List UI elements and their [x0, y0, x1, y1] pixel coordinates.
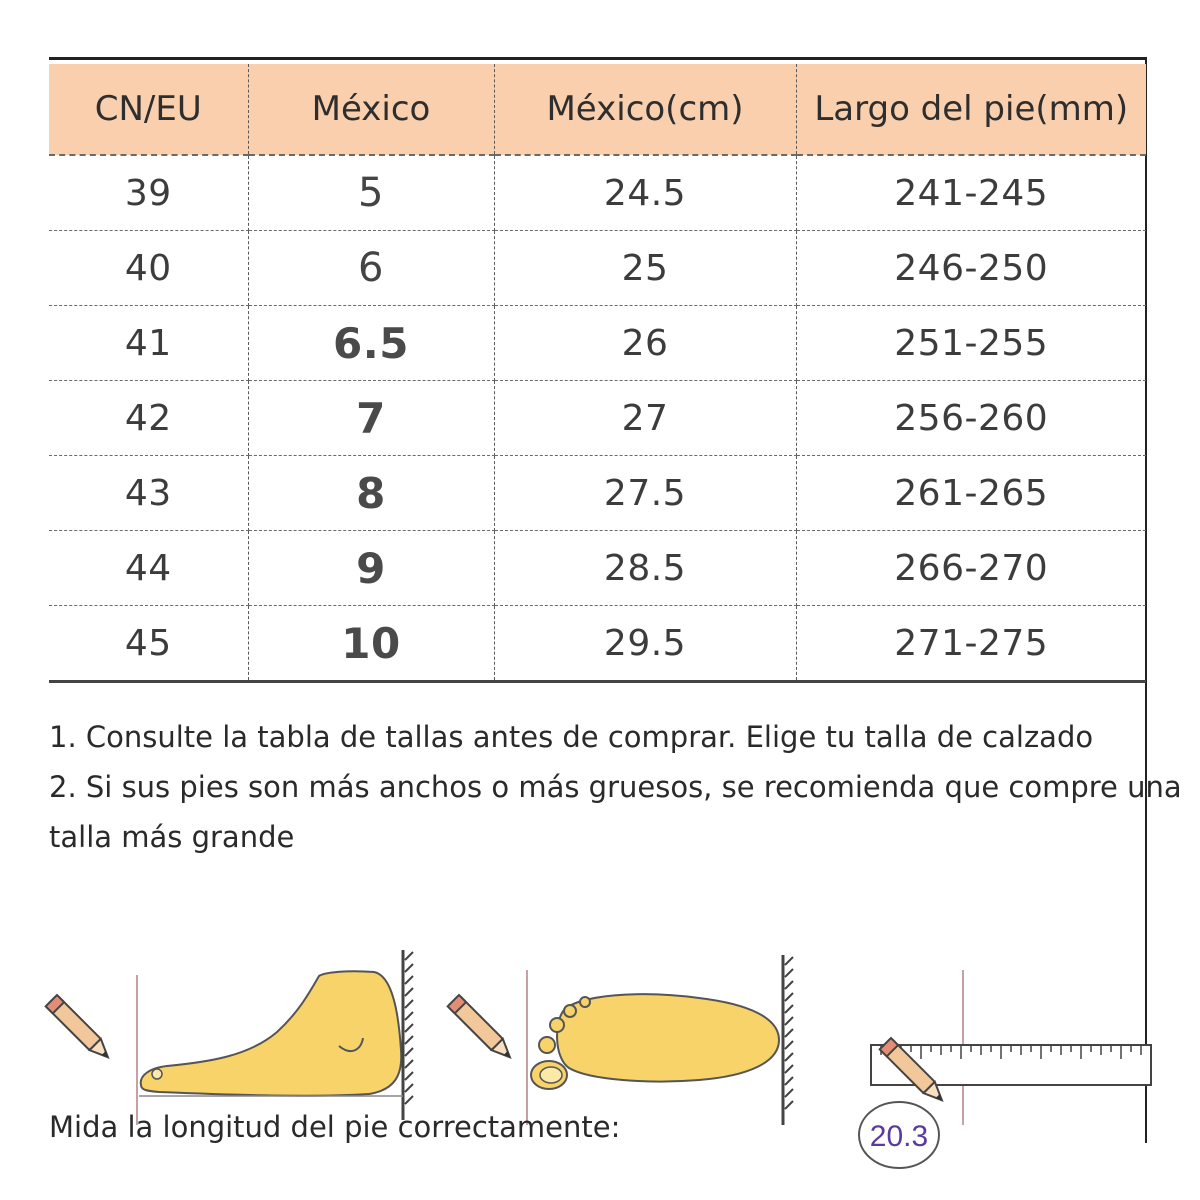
header-cn-eu: CN/EU	[49, 64, 248, 155]
cell-cn-eu: 42	[49, 381, 248, 456]
cell-mexico: 5	[248, 155, 494, 231]
cell-foot-length: 266-270	[796, 531, 1146, 606]
table-header-row	[49, 64, 1146, 155]
table-row	[49, 456, 1146, 531]
cell-mexico: 6.5	[248, 306, 494, 381]
size-chart-frame	[49, 57, 1182, 1153]
cell-mexico-cm: 24.5	[494, 155, 796, 231]
cell-cn-eu: 40	[49, 231, 248, 306]
header-mexico: México	[248, 64, 494, 155]
cell-mexico: 6	[248, 231, 494, 306]
cell-mexico: 7	[248, 381, 494, 456]
note-line-2: 2. Si sus pies son más anchos o más gruesos, se recomienda que compre una	[49, 770, 1182, 804]
cell-cn-eu: 44	[49, 531, 248, 606]
cell-foot-length: 271-275	[796, 606, 1146, 682]
wall-icon	[783, 955, 793, 1125]
pencil-icon	[46, 995, 114, 1063]
ruler-reading: 20.3	[869, 1120, 929, 1153]
cell-foot-length: 251-255	[796, 306, 1146, 381]
table-row	[49, 306, 1146, 381]
cell-mexico-cm: 27	[494, 381, 796, 456]
table-row	[49, 606, 1146, 682]
header-mexico-cm: México(cm)	[494, 64, 796, 155]
cell-mexico-cm: 25	[494, 231, 796, 306]
cell-cn-eu: 41	[49, 306, 248, 381]
table-row	[49, 381, 1146, 456]
cell-mexico: 8	[248, 456, 494, 531]
table-row	[49, 231, 1146, 306]
cell-cn-eu: 43	[49, 456, 248, 531]
cell-mexico-cm: 27.5	[494, 456, 796, 531]
header-foot-length: Largo del pie(mm)	[796, 64, 1146, 155]
foot-side-icon	[141, 971, 402, 1095]
cell-foot-length: 241-245	[796, 155, 1146, 231]
cell-foot-length: 261-265	[796, 456, 1146, 531]
measure-caption: Mida la longitud del pie correctamente:	[49, 1110, 621, 1144]
size-notes	[49, 712, 1182, 862]
cell-mexico-cm: 28.5	[494, 531, 796, 606]
size-table	[49, 64, 1146, 683]
wall-icon	[403, 950, 413, 1120]
note-line-1: 1. Consulte la tabla de tallas antes de comprar. Elige tu talla de calzado	[49, 720, 1094, 754]
pencil-icon	[448, 995, 516, 1063]
cell-mexico: 10	[248, 606, 494, 682]
cell-mexico: 9	[248, 531, 494, 606]
cell-mexico-cm: 26	[494, 306, 796, 381]
table-row	[49, 155, 1146, 231]
cell-foot-length: 246-250	[796, 231, 1146, 306]
foot-top-icon	[531, 994, 779, 1089]
table-row	[49, 531, 1146, 606]
cell-foot-length: 256-260	[796, 381, 1146, 456]
cell-cn-eu: 45	[49, 606, 248, 682]
cell-cn-eu: 39	[49, 155, 248, 231]
cell-mexico-cm: 29.5	[494, 606, 796, 682]
note-line-3: talla más grande	[49, 820, 295, 854]
